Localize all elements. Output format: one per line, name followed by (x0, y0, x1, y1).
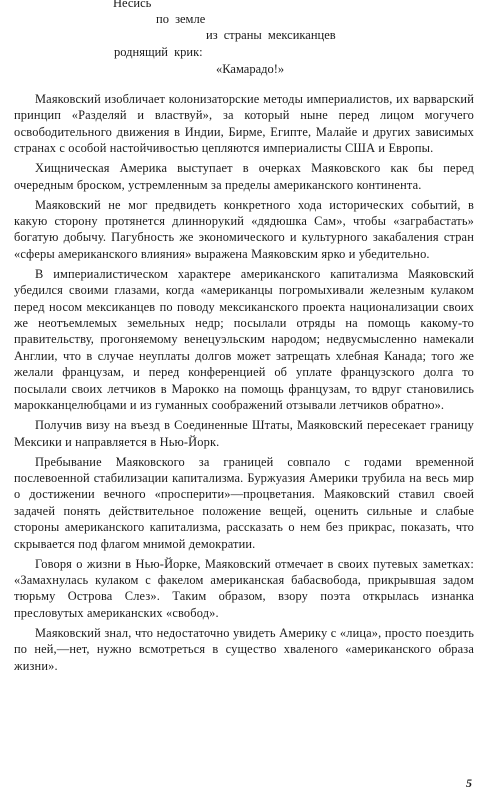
poem-line: «Камарадо!» (216, 62, 285, 76)
paragraph: Пребывание Маяковского за границей совпало с годами временной послевоенной стабилизации капитализма. Буржуазия Америки трубила на весь мир о достижении вечного «просперити»—процветания. Маяковский ставил своей задачей понять действительное положение вещей, оценить сильные и слабые стороны американского капитализма, рассказать о нем без прикрас, показать, что скрывается под флагом мнимой демократии. (14, 454, 474, 551)
paragraph: Получив визу на въезд в Соединенные Штаты, Маяковский пересекает границу Мексики и направляется в Нью-Йорк. (14, 418, 474, 449)
paragraph: Маяковский знал, что недостаточно увидеть Америку с «лица», просто поездить по ней,—нет, нужно всмотреться в существо хваленого «американского образа жизни». (14, 625, 474, 673)
paragraph: В империалистическом характере американского капитализма Маяковский убедился своими глазами, когда «американцы погромыхивали железным кулаком перед носом мексиканцев по поводу мексиканского проекта национализации своих же неотъемлемых земельных недр; посылали отряды на помощь какому-то правительству, прогоняемому венецуэльским народом; недвусмысленно намекали Англии, что в случае неуплаты долгов может затрещать хлебная Канада; того же желали французам, и перед конференцией об уплате французского долга то посылали своих летчиков в Марокко на помощь французам, то вдруг становились марокканцелюбцами и из гуманных соображений отзывали летчиков обратно». (14, 266, 474, 413)
poem-line: Несись (113, 0, 152, 10)
paragraph: Маяковский изобличает колонизаторские методы империалистов, их варварский принцип «Разделяй и властвуй», за который ныне перед лицом могучего освободительного движения в Индии, Бирме, Египте, Малайе и других зависимых странах с особой настойчивостью цепляются империалисты США и Европы. (14, 92, 474, 156)
paragraph: Говоря о жизни в Нью-Йорке, Маяковский отмечает в своих путевых заметках: «Замахнулась кулаком с факелом американская бабасвобода, прикрывшая задом тюрьму Острова Слез». Таким образом, взору поэта открылась изнанка пресловутых американских «свобод». (14, 556, 474, 620)
page-number: 5 (466, 776, 472, 790)
paragraph: Хищническая Америка выступает в очерках Маяковского как бы перед очередным броском, устремленным за пределы американского континента. (14, 161, 474, 192)
poem-line: из страны мексиканцев (206, 28, 336, 42)
paragraph: Маяковский не мог предвидеть конкретного хода исторических событий, в какую сторону протянется длиннорукий «дядюшка Сам», чтобы «заграбастать» богатую добычу. Пагубность же экономического и культурного закабаления стран «сферы американского влияния» выражена Маяковским ярко и убедительно. (14, 197, 474, 261)
poem-line: роднящий крик: (114, 45, 203, 59)
poem-line: по земле (156, 12, 206, 26)
poem-excerpt (0, 0, 486, 90)
body-text (14, 91, 474, 678)
